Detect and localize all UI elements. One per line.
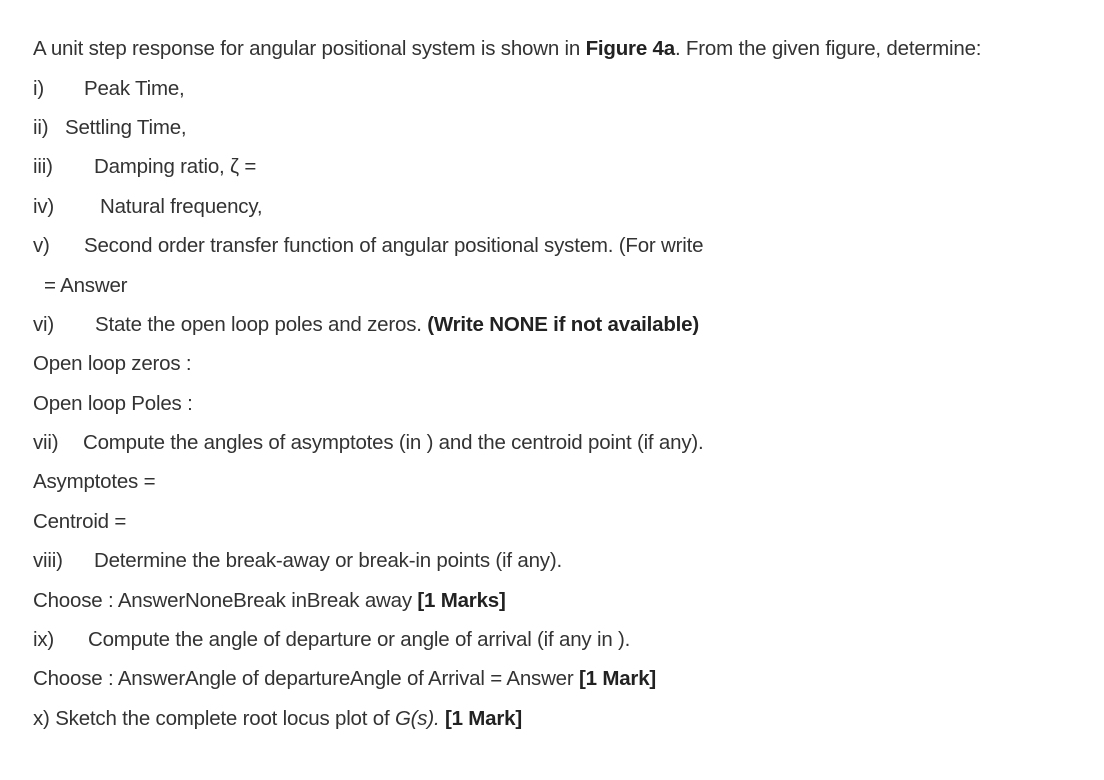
marks-label: [1 Mark]	[444, 707, 522, 730]
item-text: Damping ratio, ζ =	[94, 155, 257, 178]
item-text: Determine the break-away or break-in points (if any).	[94, 549, 562, 572]
centroid-label: Centroid =	[33, 510, 127, 533]
angle-choice	[33, 667, 656, 691]
item-iii	[33, 155, 256, 179]
item-viii	[33, 549, 562, 573]
item-text: Sketch the complete root locus plot of	[55, 707, 395, 730]
asymptotes	[33, 470, 155, 494]
centroid	[33, 510, 126, 534]
figure-ref: Figure 4a	[585, 37, 675, 60]
item-number: vi)	[33, 313, 55, 336]
item-number: ii)	[33, 116, 49, 139]
item-number: ix)	[33, 628, 55, 651]
marks-label: [1 Marks]	[417, 589, 506, 612]
item-text: Peak Time,	[84, 77, 185, 100]
item-i	[33, 77, 185, 101]
item-iv	[33, 195, 262, 219]
item-number: viii)	[33, 549, 63, 572]
item-number: x)	[33, 707, 50, 730]
breakpoint-choice	[33, 589, 506, 613]
intro-text: A unit step response for angular positional system is shown in	[33, 37, 586, 60]
open-loop-poles-label: Open loop Poles :	[33, 392, 193, 415]
item-number: iii)	[33, 155, 53, 178]
angle-select[interactable]: Choose : AnswerAngle of departureAngle of Arrival = Answer	[33, 667, 580, 690]
breakpoint-select[interactable]: Choose : AnswerNoneBreak inBreak away	[33, 589, 418, 612]
item-text: Second order transfer function of angular positional system. (For write	[84, 234, 704, 257]
function-name: G(s).	[394, 707, 440, 730]
item-number: i)	[33, 77, 44, 100]
answer-field[interactable]: = Answer	[44, 274, 128, 297]
marks-label: [1 Mark]	[579, 667, 657, 690]
item-v-answer	[44, 274, 127, 298]
item-text: Compute the angles of asymptotes (in ) and the centroid point (if any).	[83, 431, 704, 454]
item-ix	[33, 628, 630, 652]
item-note: (Write NONE if not available)	[427, 313, 699, 336]
item-number: iv)	[33, 195, 55, 218]
open-loop-poles	[33, 392, 193, 416]
item-number: vii)	[33, 431, 59, 454]
item-text: Settling Time,	[65, 116, 187, 139]
open-loop-zeros	[33, 352, 191, 376]
item-ii	[33, 116, 186, 140]
item-number: v)	[33, 234, 50, 257]
asymptotes-label: Asymptotes =	[33, 470, 156, 493]
intro-line	[33, 37, 981, 61]
item-x	[33, 707, 522, 731]
open-loop-zeros-label: Open loop zeros :	[33, 352, 192, 375]
intro-rest: . From the given figure, determine:	[674, 37, 982, 60]
item-vi	[33, 313, 699, 337]
item-vii	[33, 431, 704, 455]
item-text: State the open loop poles and zeros.	[95, 313, 428, 336]
item-text: Compute the angle of departure or angle of arrival (if any in ).	[88, 628, 631, 651]
item-text: Natural frequency,	[100, 195, 263, 218]
item-v	[33, 234, 703, 258]
